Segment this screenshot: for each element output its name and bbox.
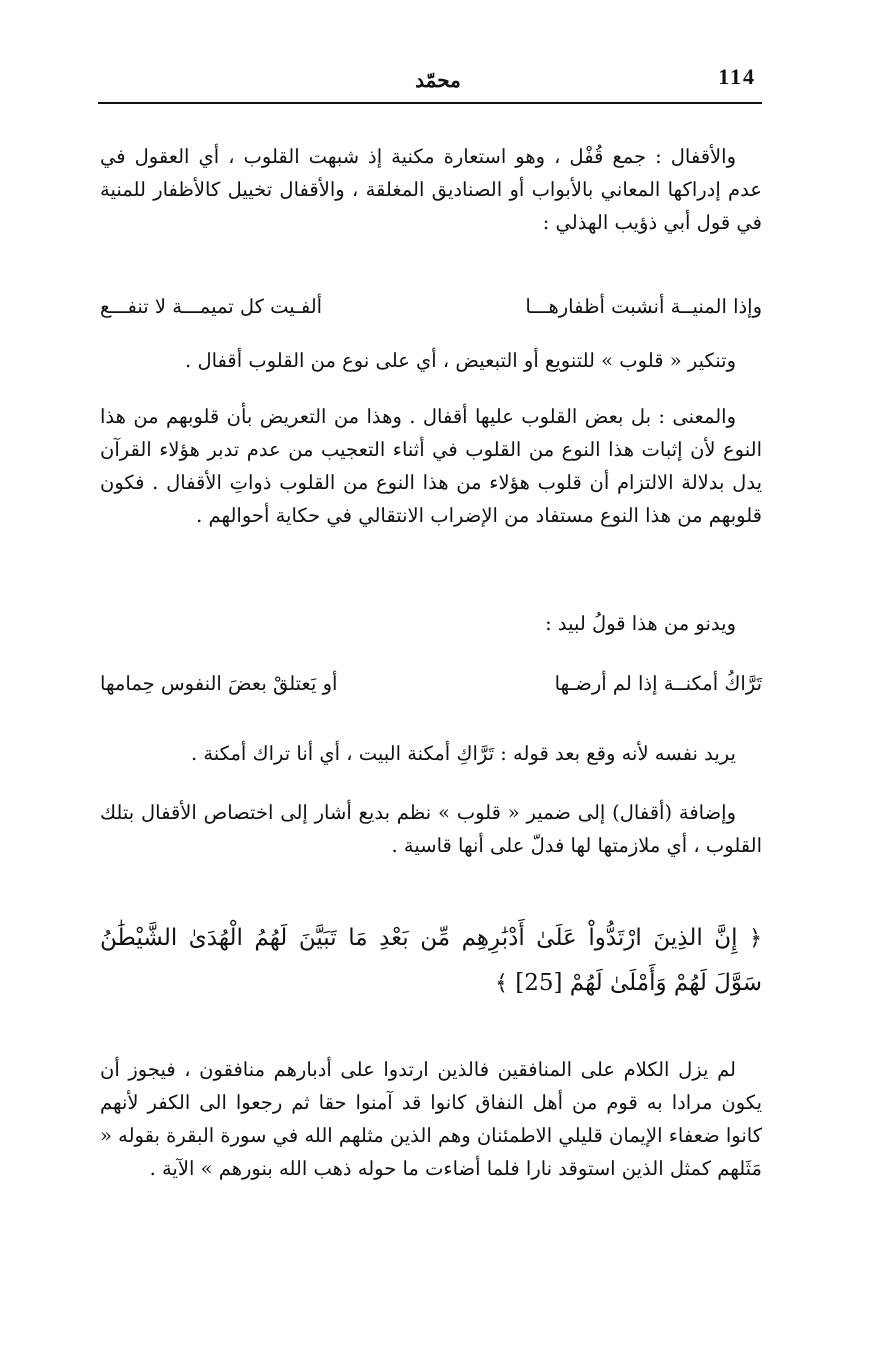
quran-close-bracket: ﴾ xyxy=(495,971,508,996)
poetry-verse-abu-dhuayb xyxy=(100,295,762,335)
quran-open-bracket: ﴿ xyxy=(749,926,762,951)
paragraph-tankeer: وتنكير « قلوب » للتنويع أو التبعيض ، أي على نوع من القلوب أقفال . xyxy=(185,349,736,372)
paragraph-munafiqin: لم يزل الكلام على المنافقين فالذين ارتدوا على أدبارهم منافقون ، فيجوز أن يكون مرادا به قوم من أهل النفاق كانوا قد آمنوا حقا ثم رجعوا الى الكفر لأنهم كانوا ضعفاء الإيمان قليلي الاطمئنان وهم الذين مثلهم الله في سورة البقرة بقوله « مَثَلهم كمثل الذين استوقد نارا فلما أضاءت ما حوله ذهب الله بنورهم » الآية . xyxy=(100,1058,762,1180)
page-header xyxy=(98,56,762,104)
paragraph-idafa: وإضافة (أقفال) إلى ضمير « قلوب » نظم بديع أشار إلى اختصاص الأقفال بتلك القلوب ، أي ملازمتها لها فدلّ على أنها قاسية . xyxy=(100,801,762,857)
paragraph-labid-intro: ويدنو من هذا قولُ لبيد : xyxy=(545,612,736,635)
running-title: محمّد xyxy=(415,68,461,92)
header-divider xyxy=(98,102,762,104)
verse-first-hemistich: تَرَّاكُ أمكنــة إذا لم أرضـها xyxy=(554,672,762,695)
quran-verse xyxy=(100,916,762,1006)
verse-second-hemistich: أو يَعتلقْ بعضَ النفوس حِمامها xyxy=(100,672,338,695)
verse-first-hemistich: وإذا المنيــة أنشبت أظفارهـــا xyxy=(525,295,762,318)
paragraph-aqfal-definition: والأقفال : جمع قُفْل ، وهو استعارة مكنية إذ شبهت القلوب ، أي العقول في عدم إدراكها المعاني بالأبواب أو الصناديق المغلقة ، والأقفال تخييل كالأظفار للمنية في قول أبي ذؤيب الهذلي : xyxy=(100,145,762,234)
quran-verse-text: إِنَّ الذِينَ ارْتَدُّواْ عَلَىٰ أَدْبَٰرِهِم مِّن بَعْدِ مَا تَبَيَّنَ لَهُمُ الْهُدَىٰ الشَّيْطَٰنُ سَوَّلَ لَهُمْ وَأَمْلَىٰ لَهُمْ xyxy=(100,925,762,996)
poetry-verse-labid xyxy=(100,672,762,712)
quran-verse-number: [25] xyxy=(515,970,563,996)
paragraph-meaning: والمعنى : بل بعض القلوب عليها أقفال . وهذا من التعريض بأن قلوبهم من هذا النوع لأن إثبات هذا النوع من القلوب في أثناء التعجيب من عدم تدبر هؤلاء القرآن يدل بدلالة الالتزام أن قلوب هؤلاء من هذا النوع من القلوب ذواتِ الأقفال . فكون قلوبهم من هذا النوع مستفاد من الإضراب الانتقالي في حكاية أحوالهم . xyxy=(100,405,762,527)
paragraph-yurid-nafsahu: يريد نفسه لأنه وقع بعد قوله : تَرَّاكِ أمكنة البيت ، أي أنا تراك أمكنة . xyxy=(190,742,736,765)
page-number: 114 xyxy=(718,64,756,89)
verse-second-hemistich: ألفـيت كل تميمـــة لا تنفـــع xyxy=(100,295,323,318)
